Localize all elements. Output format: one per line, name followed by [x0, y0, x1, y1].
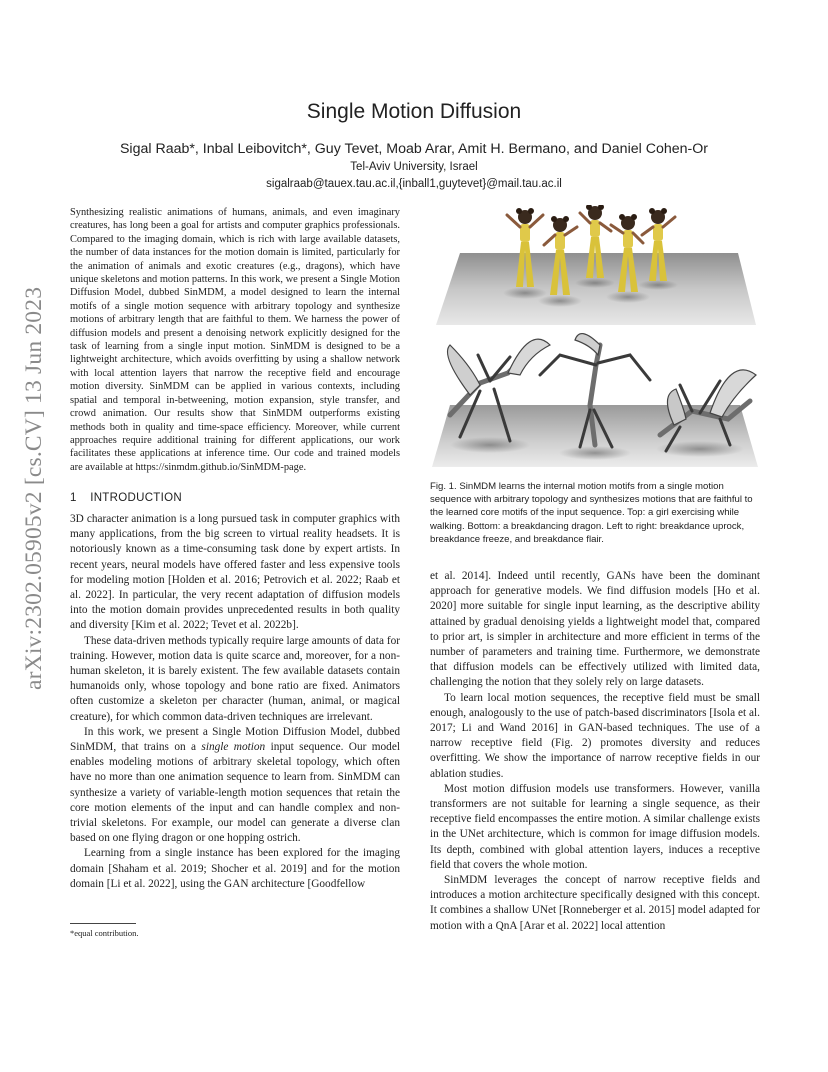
footnote: *equal contribution. — [70, 928, 139, 938]
paragraph: et al. 2014]. Indeed until recently, GANs have been the dominant approach for generative models. We find diffusion models [Ho et al. 2020] more suitable for single input learning, as the descriptive ability attained by gradual denoising yields a lightweight model that, compared to prior art, is simpler in architecture and more efficient in terms of the number of parameters and training time. Furthermore, we demonstrate that diffusion models can be effectively utilized with limited data, challenging the notion that they solely rely on large datasets. — [430, 570, 760, 689]
paragraph: 3D character animation is a long pursued task in computer graphics with many applications, from the big screen to virtual reality headsets. It is notoriously known as a time-consuming task done by expert artists. In recent years, neural models have offered faster and less expensive tools for modeling motion [Holden et al. 2016; Petrovich et al. 2022; Raab et al. 2022]. In particular, the very recent adaptation of diffusion models into the motion domain provides unprecedented results in both quality and diversity [Kim et al. 2022; Tevet et al. 2022b]. — [70, 513, 400, 632]
paragraph-text: input sequence. Our model enables modeling motions of arbitrary skeletal topology, which often have no more than one animation sequence to learn from. SinMDM can synthesize a variety of variable-length motion sequences that retain the core motion elements of the input and can handle complex and non-trivial skeletons. For example, our model can generate a diverse clan based on one flying dragon or one hopping ostrich. — [70, 741, 400, 845]
author-list: Sigal Raab*, Inbal Leibovitch*, Guy Tevet, Moab Arar, Amit H. Bermano, and Daniel Cohen-Or — [119, 141, 709, 157]
paragraph: Learning from a single instance has been explored for the imaging domain [Shaham et al. 2019; Shocher et al. 2019] and for the motion domain [Li et al. 2022], using the GAN architecture [Goodfellow — [70, 847, 400, 890]
paper-title: Single Motion Diffusion — [306, 100, 522, 123]
figure-1 — [430, 205, 760, 475]
emphasis: single motion — [201, 741, 266, 754]
arxiv-identifier: arXiv:2302.05905v2 [cs.CV] 13 Jun 2023 — [21, 286, 47, 690]
section-title: INTRODUCTION — [90, 492, 182, 504]
author-emails: sigalraab@tauex.tau.ac.il,{inball1,guytevet}@mail.tau.ac.il — [266, 178, 562, 190]
top-floor — [436, 253, 756, 325]
affiliation: Tel-Aviv University, Israel — [350, 161, 478, 173]
paragraph-text: In this work, we present a Single Motion Diffusion Model, dubbed SinMDM, that trains on a — [70, 725, 400, 754]
left-column-body — [70, 512, 400, 892]
footnote-divider — [70, 923, 136, 924]
figure-caption: Fig. 1. SinMDM learns the internal motion motifs from a single motion sequence with arbitrary topology and synthesizes motions that are faithful to the learned core motifs of the input sequence. Top: a girl exercising while walking. Bottom: a breakdancing dragon. Left to right: breakdance uprock, breakdance freeze, and breakdance flair. — [430, 481, 753, 545]
section-number: 1 — [70, 492, 77, 504]
section-heading — [70, 492, 400, 504]
paragraph: These data-driven methods typically require large amounts of data for training. However, motion data is quite scarce and, moreover, for a non-human skeleton, it is barely existent. The few available datasets contain humanoids only, whose topology and bone ratio are fixed. Animators often customize a skeleton per character (human, animal, or magical creature), for which common data-driven techniques are irrelevant. — [70, 634, 400, 723]
abstract: Synthesizing realistic animations of humans, animals, and even imaginary creatures, has long been a goal for artists and computer graphics professionals. Compared to the imaging domain, which is rich with large available datasets, the number of data instances for the motion domain is limited, particularly for the animation of animals and exotic creatures (e.g., dragons), which have unique skeletons and motion patterns. In this work, we present a Single Motion Diffusion Model, dubbed SinMDM, a model designed to learn the internal motifs of a single motion sequence with arbitrary topology and synthesize motions of arbitrary length that are faithful to them. We harness the power of diffusion models and present a denoising network explicitly designed for the task of learning from a single input motion. SinMDM is designed to be a lightweight architecture, which avoids overfitting by using a shallow network with local attention layers that narrow the receptive field and encourage motion diversity. SinMDM can be applied in various contexts, including spatial and temporal in-betweening, motion expansion, style transfer, and crowd animation. Our results show that SinMDM outperforms existing methods both in quality and time-space efficiency. Moreover, while current approaches require additional training for different applications, our work facilitates these applications at inference time. Our code and trained models are available at https://sinmdm.github.io/SinMDM-page. — [70, 207, 400, 473]
figure-illustration — [430, 205, 760, 475]
paragraph — [70, 725, 400, 847]
paragraph: Most motion diffusion models use transformers. However, vanilla transformers are not suitable for learning a single sequence, as their receptive field encompasses the entire motion. A similar challenge exists in the UNet architecture, which is common for image diffusion models. Its depth, combined with global attention layers, induces a receptive field that covers the whole motion. — [430, 782, 760, 871]
paragraph: SinMDM leverages the concept of narrow receptive fields and introduces a motion architecture specifically designed with this concept. It combines a shallow UNet [Ronneberger et al. 2015] model adapted for motion with a QnA [Arar et al. 2022] local attention — [430, 874, 760, 932]
right-column-body — [430, 569, 760, 934]
paragraph: To learn local motion sequences, the receptive field must be small enough, analogously to the use of patch-based discriminators [Isola et al. 2017; Li and Wand 2016] in GAN-based techniques. The use of a narrow receptive field (Fig. 2) promotes diversity and reduces overfitting. We show the importance of narrow receptive fields in our ablation studies. — [430, 691, 760, 780]
